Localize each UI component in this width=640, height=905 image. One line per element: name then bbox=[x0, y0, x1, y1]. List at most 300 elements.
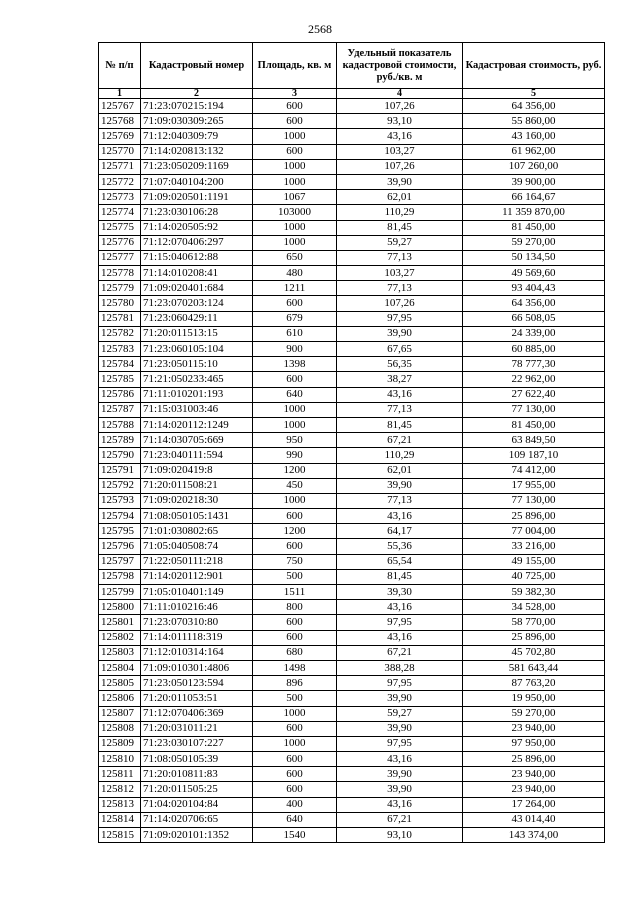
cadastral-number-cell: 71:08:050105:1431 bbox=[141, 509, 253, 524]
specific-value-cell: 43,16 bbox=[337, 600, 463, 615]
specific-value-cell: 65,54 bbox=[337, 554, 463, 569]
page-number: 2568 bbox=[308, 22, 332, 36]
cadastral-value-cell: 60 885,00 bbox=[463, 342, 605, 357]
area-cell: 600 bbox=[253, 630, 337, 645]
area-cell: 900 bbox=[253, 342, 337, 357]
table-row bbox=[99, 691, 605, 706]
cadastral-value-cell: 74 412,00 bbox=[463, 463, 605, 478]
specific-value-cell: 39,90 bbox=[337, 691, 463, 706]
specific-value-cell: 62,01 bbox=[337, 190, 463, 205]
specific-value-cell: 39,90 bbox=[337, 326, 463, 341]
specific-value-cell: 107,26 bbox=[337, 99, 463, 114]
table-row bbox=[99, 615, 605, 630]
row-number-cell: 125815 bbox=[99, 828, 141, 843]
row-number-cell: 125787 bbox=[99, 402, 141, 417]
table-row bbox=[99, 129, 605, 144]
cadastral-value-cell: 64 356,00 bbox=[463, 99, 605, 114]
area-cell: 800 bbox=[253, 600, 337, 615]
table-row bbox=[99, 509, 605, 524]
row-number-cell: 125769 bbox=[99, 129, 141, 144]
area-cell: 1067 bbox=[253, 190, 337, 205]
area-cell: 103000 bbox=[253, 205, 337, 220]
cadastral-value-table bbox=[98, 42, 605, 843]
cadastral-value-cell: 23 940,00 bbox=[463, 767, 605, 782]
row-number-cell: 125768 bbox=[99, 114, 141, 129]
table-row bbox=[99, 99, 605, 114]
table-row bbox=[99, 645, 605, 660]
table-row bbox=[99, 524, 605, 539]
row-number-cell: 125809 bbox=[99, 736, 141, 751]
area-cell: 1000 bbox=[253, 493, 337, 508]
specific-value-cell: 62,01 bbox=[337, 463, 463, 478]
header-cadastral-number: Кадастровый номер bbox=[141, 43, 253, 89]
cadastral-number-cell: 71:20:011508:21 bbox=[141, 478, 253, 493]
cadastral-value-cell: 43 160,00 bbox=[463, 129, 605, 144]
row-number-cell: 125776 bbox=[99, 235, 141, 250]
table-row bbox=[99, 417, 605, 432]
area-cell: 896 bbox=[253, 676, 337, 691]
row-number-cell: 125771 bbox=[99, 159, 141, 174]
cadastral-value-cell: 109 187,10 bbox=[463, 448, 605, 463]
cadastral-value-cell: 11 359 870,00 bbox=[463, 205, 605, 220]
table-row bbox=[99, 797, 605, 812]
area-cell: 1200 bbox=[253, 524, 337, 539]
cadastral-number-cell: 71:23:040111:594 bbox=[141, 448, 253, 463]
cadastral-number-cell: 71:12:040309:79 bbox=[141, 129, 253, 144]
cadastral-number-cell: 71:14:020706:65 bbox=[141, 812, 253, 827]
cadastral-number-cell: 71:20:011053:51 bbox=[141, 691, 253, 706]
header-row-number: № п/п bbox=[99, 43, 141, 89]
row-number-cell: 125773 bbox=[99, 190, 141, 205]
area-cell: 600 bbox=[253, 144, 337, 159]
table-body bbox=[99, 99, 605, 843]
row-number-cell: 125791 bbox=[99, 463, 141, 478]
column-number-row bbox=[99, 89, 605, 99]
table-row bbox=[99, 569, 605, 584]
area-cell: 950 bbox=[253, 433, 337, 448]
specific-value-cell: 81,45 bbox=[337, 220, 463, 235]
cadastral-number-cell: 71:11:010216:46 bbox=[141, 600, 253, 615]
row-number-cell: 125801 bbox=[99, 615, 141, 630]
cadastral-value-cell: 49 569,60 bbox=[463, 266, 605, 281]
area-cell: 1200 bbox=[253, 463, 337, 478]
table-row bbox=[99, 585, 605, 600]
cadastral-value-cell: 27 622,40 bbox=[463, 387, 605, 402]
cadastral-value-cell: 64 356,00 bbox=[463, 296, 605, 311]
table-row bbox=[99, 220, 605, 235]
row-number-cell: 125811 bbox=[99, 767, 141, 782]
cadastral-number-cell: 71:14:020813:132 bbox=[141, 144, 253, 159]
area-cell: 610 bbox=[253, 326, 337, 341]
cadastral-number-cell: 71:12:070406:369 bbox=[141, 706, 253, 721]
specific-value-cell: 110,29 bbox=[337, 205, 463, 220]
row-number-cell: 125781 bbox=[99, 311, 141, 326]
area-cell: 750 bbox=[253, 554, 337, 569]
area-cell: 600 bbox=[253, 752, 337, 767]
area-cell: 1000 bbox=[253, 736, 337, 751]
row-number-cell: 125770 bbox=[99, 144, 141, 159]
cadastral-number-cell: 71:08:050105:39 bbox=[141, 752, 253, 767]
cadastral-number-cell: 71:23:050123:594 bbox=[141, 676, 253, 691]
table-row bbox=[99, 326, 605, 341]
cadastral-number-cell: 71:05:040508:74 bbox=[141, 539, 253, 554]
cadastral-value-cell: 24 339,00 bbox=[463, 326, 605, 341]
cadastral-value-cell: 49 155,00 bbox=[463, 554, 605, 569]
specific-value-cell: 43,16 bbox=[337, 509, 463, 524]
cadastral-number-cell: 71:04:020104:84 bbox=[141, 797, 253, 812]
table-row bbox=[99, 433, 605, 448]
specific-value-cell: 39,90 bbox=[337, 478, 463, 493]
cadastral-number-cell: 71:14:011118:319 bbox=[141, 630, 253, 645]
cadastral-number-cell: 71:09:030309:265 bbox=[141, 114, 253, 129]
specific-value-cell: 97,95 bbox=[337, 311, 463, 326]
cadastral-value-cell: 66 164,67 bbox=[463, 190, 605, 205]
cadastral-number-cell: 71:23:060105:104 bbox=[141, 342, 253, 357]
cadastral-value-cell: 45 702,80 bbox=[463, 645, 605, 660]
cadastral-number-cell: 71:09:020419:8 bbox=[141, 463, 253, 478]
area-cell: 1540 bbox=[253, 828, 337, 843]
area-cell: 680 bbox=[253, 645, 337, 660]
specific-value-cell: 107,26 bbox=[337, 159, 463, 174]
table-row bbox=[99, 159, 605, 174]
table-row bbox=[99, 767, 605, 782]
area-cell: 1211 bbox=[253, 281, 337, 296]
cadastral-value-cell: 63 849,50 bbox=[463, 433, 605, 448]
row-number-cell: 125779 bbox=[99, 281, 141, 296]
table-row bbox=[99, 478, 605, 493]
specific-value-cell: 56,35 bbox=[337, 357, 463, 372]
area-cell: 500 bbox=[253, 691, 337, 706]
area-cell: 1000 bbox=[253, 129, 337, 144]
table-row bbox=[99, 448, 605, 463]
row-number-cell: 125785 bbox=[99, 372, 141, 387]
cadastral-number-cell: 71:14:030705:669 bbox=[141, 433, 253, 448]
table-row bbox=[99, 235, 605, 250]
area-cell: 600 bbox=[253, 782, 337, 797]
area-cell: 600 bbox=[253, 99, 337, 114]
cadastral-number-cell: 71:14:020112:1249 bbox=[141, 417, 253, 432]
area-cell: 480 bbox=[253, 266, 337, 281]
cadastral-value-cell: 17 264,00 bbox=[463, 797, 605, 812]
row-number-cell: 125810 bbox=[99, 752, 141, 767]
header-area: Площадь, кв. м bbox=[253, 43, 337, 89]
row-number-cell: 125796 bbox=[99, 539, 141, 554]
row-number-cell: 125797 bbox=[99, 554, 141, 569]
table-row bbox=[99, 782, 605, 797]
table-row bbox=[99, 311, 605, 326]
cadastral-number-cell: 71:09:020101:1352 bbox=[141, 828, 253, 843]
area-cell: 679 bbox=[253, 311, 337, 326]
table-row bbox=[99, 296, 605, 311]
cadastral-number-cell: 71:20:011505:25 bbox=[141, 782, 253, 797]
cadastral-value-cell: 581 643,44 bbox=[463, 660, 605, 675]
row-number-cell: 125798 bbox=[99, 569, 141, 584]
area-cell: 650 bbox=[253, 250, 337, 265]
table-row bbox=[99, 752, 605, 767]
specific-value-cell: 103,27 bbox=[337, 144, 463, 159]
row-number-cell: 125812 bbox=[99, 782, 141, 797]
cadastral-number-cell: 71:23:070215:194 bbox=[141, 99, 253, 114]
cadastral-number-cell: 71:20:011513:15 bbox=[141, 326, 253, 341]
cadastral-value-cell: 39 900,00 bbox=[463, 174, 605, 189]
cadastral-number-cell: 71:15:031003:46 bbox=[141, 402, 253, 417]
header-cadastral-value: Кадастровая стоимость, руб. bbox=[463, 43, 605, 89]
specific-value-cell: 81,45 bbox=[337, 417, 463, 432]
specific-value-cell: 77,13 bbox=[337, 402, 463, 417]
table-row bbox=[99, 706, 605, 721]
area-cell: 600 bbox=[253, 114, 337, 129]
table-row bbox=[99, 387, 605, 402]
area-cell: 1398 bbox=[253, 357, 337, 372]
row-number-cell: 125800 bbox=[99, 600, 141, 615]
specific-value-cell: 67,21 bbox=[337, 645, 463, 660]
specific-value-cell: 39,90 bbox=[337, 721, 463, 736]
specific-value-cell: 67,65 bbox=[337, 342, 463, 357]
cadastral-number-cell: 71:23:070310:80 bbox=[141, 615, 253, 630]
area-cell: 1000 bbox=[253, 417, 337, 432]
area-cell: 1498 bbox=[253, 660, 337, 675]
specific-value-cell: 77,13 bbox=[337, 281, 463, 296]
cadastral-number-cell: 71:11:010201:193 bbox=[141, 387, 253, 402]
row-number-cell: 125793 bbox=[99, 493, 141, 508]
cadastral-value-cell: 19 950,00 bbox=[463, 691, 605, 706]
table-row bbox=[99, 493, 605, 508]
specific-value-cell: 93,10 bbox=[337, 828, 463, 843]
cadastral-number-cell: 71:05:010401:149 bbox=[141, 585, 253, 600]
row-number-cell: 125808 bbox=[99, 721, 141, 736]
specific-value-cell: 97,95 bbox=[337, 615, 463, 630]
area-cell: 600 bbox=[253, 767, 337, 782]
cadastral-value-cell: 55 860,00 bbox=[463, 114, 605, 129]
specific-value-cell: 67,21 bbox=[337, 812, 463, 827]
cadastral-value-cell: 66 508,05 bbox=[463, 311, 605, 326]
table-row bbox=[99, 539, 605, 554]
cadastral-value-cell: 23 940,00 bbox=[463, 782, 605, 797]
specific-value-cell: 43,16 bbox=[337, 129, 463, 144]
cadastral-number-cell: 71:23:060429:11 bbox=[141, 311, 253, 326]
row-number-cell: 125795 bbox=[99, 524, 141, 539]
cadastral-value-cell: 59 270,00 bbox=[463, 706, 605, 721]
area-cell: 1000 bbox=[253, 159, 337, 174]
cadastral-number-cell: 71:14:010208:41 bbox=[141, 266, 253, 281]
specific-value-cell: 43,16 bbox=[337, 797, 463, 812]
row-number-cell: 125788 bbox=[99, 417, 141, 432]
cadastral-value-cell: 81 450,00 bbox=[463, 220, 605, 235]
column-number: 2 bbox=[141, 89, 253, 99]
cadastral-value-cell: 81 450,00 bbox=[463, 417, 605, 432]
area-cell: 1000 bbox=[253, 235, 337, 250]
specific-value-cell: 64,17 bbox=[337, 524, 463, 539]
row-number-cell: 125803 bbox=[99, 645, 141, 660]
table-row bbox=[99, 205, 605, 220]
row-number-cell: 125802 bbox=[99, 630, 141, 645]
row-number-cell: 125782 bbox=[99, 326, 141, 341]
cadastral-value-cell: 25 896,00 bbox=[463, 630, 605, 645]
row-number-cell: 125767 bbox=[99, 99, 141, 114]
row-number-cell: 125777 bbox=[99, 250, 141, 265]
area-cell: 1000 bbox=[253, 220, 337, 235]
area-cell: 450 bbox=[253, 478, 337, 493]
area-cell: 1511 bbox=[253, 585, 337, 600]
specific-value-cell: 93,10 bbox=[337, 114, 463, 129]
row-number-cell: 125790 bbox=[99, 448, 141, 463]
specific-value-cell: 39,90 bbox=[337, 174, 463, 189]
cadastral-number-cell: 71:09:020218:30 bbox=[141, 493, 253, 508]
cadastral-number-cell: 71:22:050111:218 bbox=[141, 554, 253, 569]
specific-value-cell: 77,13 bbox=[337, 250, 463, 265]
cadastral-number-cell: 71:15:040612:88 bbox=[141, 250, 253, 265]
column-number: 1 bbox=[99, 89, 141, 99]
row-number-cell: 125794 bbox=[99, 509, 141, 524]
row-number-cell: 125778 bbox=[99, 266, 141, 281]
cadastral-value-cell: 22 962,00 bbox=[463, 372, 605, 387]
table-row bbox=[99, 828, 605, 843]
row-number-cell: 125783 bbox=[99, 342, 141, 357]
cadastral-value-cell: 59 270,00 bbox=[463, 235, 605, 250]
row-number-cell: 125775 bbox=[99, 220, 141, 235]
cadastral-value-cell: 59 382,30 bbox=[463, 585, 605, 600]
table-row bbox=[99, 174, 605, 189]
cadastral-number-cell: 71:20:031011:21 bbox=[141, 721, 253, 736]
cadastral-value-cell: 61 962,00 bbox=[463, 144, 605, 159]
cadastral-value-cell: 143 374,00 bbox=[463, 828, 605, 843]
header-specific-value: Удельный показатель кадастровой стоимости, руб./кв. м bbox=[337, 43, 463, 89]
area-cell: 640 bbox=[253, 387, 337, 402]
cadastral-value-cell: 34 528,00 bbox=[463, 600, 605, 615]
cadastral-value-cell: 50 134,50 bbox=[463, 250, 605, 265]
area-cell: 600 bbox=[253, 721, 337, 736]
cadastral-value-cell: 43 014,40 bbox=[463, 812, 605, 827]
area-cell: 500 bbox=[253, 569, 337, 584]
area-cell: 1000 bbox=[253, 402, 337, 417]
specific-value-cell: 43,16 bbox=[337, 630, 463, 645]
cadastral-value-cell: 77 004,00 bbox=[463, 524, 605, 539]
table-row bbox=[99, 266, 605, 281]
cadastral-value-cell: 25 896,00 bbox=[463, 752, 605, 767]
cadastral-number-cell: 71:14:020112:901 bbox=[141, 569, 253, 584]
cadastral-number-cell: 71:09:020501:1191 bbox=[141, 190, 253, 205]
cadastral-value-cell: 77 130,00 bbox=[463, 402, 605, 417]
cadastral-number-cell: 71:09:020401:684 bbox=[141, 281, 253, 296]
table-row bbox=[99, 630, 605, 645]
cadastral-number-cell: 71:07:040104:200 bbox=[141, 174, 253, 189]
specific-value-cell: 388,28 bbox=[337, 660, 463, 675]
specific-value-cell: 38,27 bbox=[337, 372, 463, 387]
cadastral-number-cell: 71:12:070406:297 bbox=[141, 235, 253, 250]
cadastral-value-cell: 78 777,30 bbox=[463, 357, 605, 372]
cadastral-value-cell: 93 404,43 bbox=[463, 281, 605, 296]
specific-value-cell: 103,27 bbox=[337, 266, 463, 281]
cadastral-number-cell: 71:23:070203:124 bbox=[141, 296, 253, 311]
table-row bbox=[99, 372, 605, 387]
specific-value-cell: 59,27 bbox=[337, 235, 463, 250]
row-number-cell: 125806 bbox=[99, 691, 141, 706]
table-row bbox=[99, 600, 605, 615]
table-row bbox=[99, 250, 605, 265]
cadastral-value-cell: 77 130,00 bbox=[463, 493, 605, 508]
specific-value-cell: 39,30 bbox=[337, 585, 463, 600]
cadastral-value-cell: 107 260,00 bbox=[463, 159, 605, 174]
column-number: 4 bbox=[337, 89, 463, 99]
cadastral-value-cell: 25 896,00 bbox=[463, 509, 605, 524]
area-cell: 1000 bbox=[253, 174, 337, 189]
specific-value-cell: 43,16 bbox=[337, 752, 463, 767]
table-row bbox=[99, 463, 605, 478]
table-row bbox=[99, 114, 605, 129]
area-cell: 600 bbox=[253, 296, 337, 311]
cadastral-number-cell: 71:21:050233:465 bbox=[141, 372, 253, 387]
specific-value-cell: 39,90 bbox=[337, 767, 463, 782]
row-number-cell: 125784 bbox=[99, 357, 141, 372]
row-number-cell: 125774 bbox=[99, 205, 141, 220]
specific-value-cell: 59,27 bbox=[337, 706, 463, 721]
cadastral-number-cell: 71:20:010811:83 bbox=[141, 767, 253, 782]
specific-value-cell: 67,21 bbox=[337, 433, 463, 448]
row-number-cell: 125804 bbox=[99, 660, 141, 675]
table-row bbox=[99, 721, 605, 736]
cadastral-value-cell: 87 763,20 bbox=[463, 676, 605, 691]
area-cell: 600 bbox=[253, 509, 337, 524]
row-number-cell: 125807 bbox=[99, 706, 141, 721]
cadastral-number-cell: 71:23:030107:227 bbox=[141, 736, 253, 751]
row-number-cell: 125792 bbox=[99, 478, 141, 493]
cadastral-value-cell: 33 216,00 bbox=[463, 539, 605, 554]
specific-value-cell: 110,29 bbox=[337, 448, 463, 463]
table-row bbox=[99, 144, 605, 159]
specific-value-cell: 97,95 bbox=[337, 676, 463, 691]
row-number-cell: 125805 bbox=[99, 676, 141, 691]
table-row bbox=[99, 342, 605, 357]
table-row bbox=[99, 676, 605, 691]
area-cell: 600 bbox=[253, 372, 337, 387]
area-cell: 640 bbox=[253, 812, 337, 827]
cadastral-number-cell: 71:09:010301:4806 bbox=[141, 660, 253, 675]
cadastral-number-cell: 71:23:050209:1169 bbox=[141, 159, 253, 174]
cadastral-value-cell: 97 950,00 bbox=[463, 736, 605, 751]
column-number: 5 bbox=[463, 89, 605, 99]
specific-value-cell: 43,16 bbox=[337, 387, 463, 402]
cadastral-number-cell: 71:23:050115:10 bbox=[141, 357, 253, 372]
row-number-cell: 125780 bbox=[99, 296, 141, 311]
cadastral-value-cell: 58 770,00 bbox=[463, 615, 605, 630]
specific-value-cell: 107,26 bbox=[337, 296, 463, 311]
row-number-cell: 125786 bbox=[99, 387, 141, 402]
row-number-cell: 125799 bbox=[99, 585, 141, 600]
area-cell: 1000 bbox=[253, 706, 337, 721]
table-row bbox=[99, 812, 605, 827]
cadastral-number-cell: 71:23:030106:28 bbox=[141, 205, 253, 220]
table-row bbox=[99, 736, 605, 751]
table-row bbox=[99, 660, 605, 675]
area-cell: 400 bbox=[253, 797, 337, 812]
table-row bbox=[99, 190, 605, 205]
row-number-cell: 125813 bbox=[99, 797, 141, 812]
table-row bbox=[99, 281, 605, 296]
area-cell: 600 bbox=[253, 615, 337, 630]
cadastral-value-cell: 17 955,00 bbox=[463, 478, 605, 493]
specific-value-cell: 97,95 bbox=[337, 736, 463, 751]
table-row bbox=[99, 554, 605, 569]
cadastral-value-cell: 40 725,00 bbox=[463, 569, 605, 584]
cadastral-number-cell: 71:01:030802:65 bbox=[141, 524, 253, 539]
specific-value-cell: 39,90 bbox=[337, 782, 463, 797]
table-row bbox=[99, 402, 605, 417]
area-cell: 990 bbox=[253, 448, 337, 463]
cadastral-value-cell: 23 940,00 bbox=[463, 721, 605, 736]
cadastral-number-cell: 71:12:010314:164 bbox=[141, 645, 253, 660]
row-number-cell: 125814 bbox=[99, 812, 141, 827]
cadastral-number-cell: 71:14:020505:92 bbox=[141, 220, 253, 235]
